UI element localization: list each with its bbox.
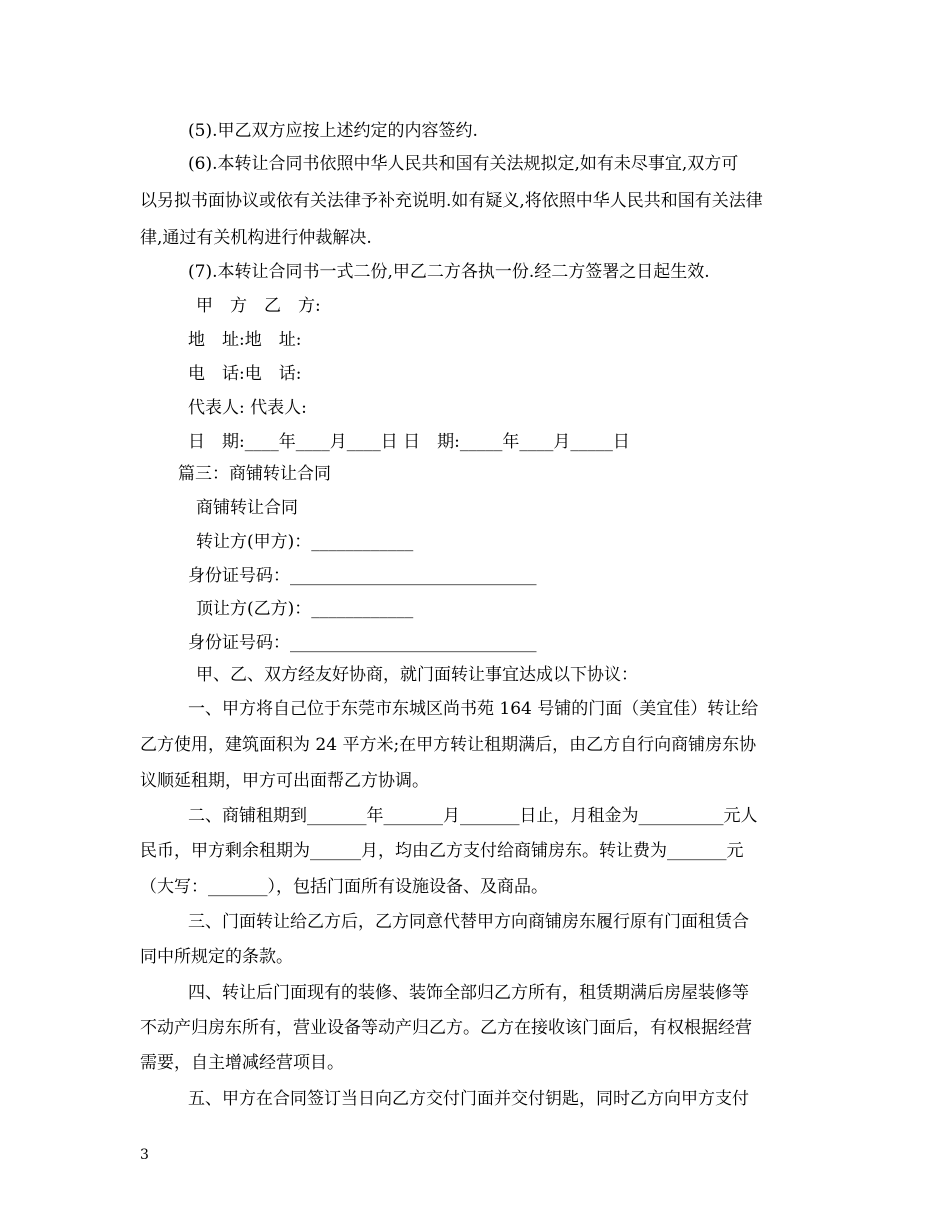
- section-title: 篇三：商铺转让合同: [178, 464, 331, 484]
- contract-title: 商铺转让合同: [196, 498, 298, 518]
- article-3-line-1: 三、门面转让给乙方后，乙方同意代替甲方向商铺房东履行原有门面租赁合: [188, 912, 749, 932]
- id-number-field-1: 身份证号码：_____________________________: [188, 566, 537, 586]
- article-5-line-1: 五、甲方在合同签订当日向乙方交付门面并交付钥匙，同时乙方向甲方支付: [188, 1089, 749, 1109]
- date-line: 日 期:____年____月____日 日 期:_____年____月_____日: [188, 432, 630, 452]
- article-1-line-1: 一、甲方将自己位于东莞市东城区尚书苑 164 号铺的门面（美宜佳）转让给: [188, 699, 759, 719]
- transferee-field: 顶让方(乙方)：____________: [196, 599, 414, 619]
- clause-6-line-1: (6).本转让合同书依照中华人民共和国有关法规拟定,如有未尽事宜,双方可: [188, 154, 739, 174]
- article-2-line-3: （大写：_______），包括门面所有设施设备、及商品。: [140, 877, 548, 897]
- party-header-line: 甲 方 乙 方:: [196, 296, 321, 316]
- article-2-line-2: 民币，甲方剩余租期为______月，均由乙方支付给商铺房东。转让费为_______元: [140, 841, 744, 861]
- clause-6-line-3: 律,通过有关机构进行仲裁解决.: [140, 228, 372, 248]
- phone-line: 电 话:电 话:: [188, 364, 302, 384]
- representative-line: 代表人: 代表人:: [188, 398, 307, 418]
- article-1-line-2: 乙方使用，建筑面积为 24 平方米;在甲方转让租期满后，由乙方自行向商铺房东协: [140, 735, 757, 755]
- clause-5-line: (5).甲乙双方应按上述约定的内容签约.: [188, 121, 478, 141]
- article-3-line-2: 同中所规定的条款。: [140, 947, 293, 967]
- article-4-line-3: 需要，自主增减经营项目。: [140, 1053, 344, 1073]
- id-number-field-2: 身份证号码：_____________________________: [188, 633, 537, 653]
- clause-6-line-2: 以另拟书面协议或依有关法律予补充说明.如有疑义,将依照中华人民共和国有关法律: [140, 191, 763, 211]
- article-1-line-3: 议顺延租期，甲方可出面帮乙方协调。: [140, 771, 429, 791]
- article-4-line-1: 四、转让后门面现有的装修、装饰全部归乙方所有，租赁期满后房屋装修等: [188, 983, 749, 1003]
- page-number: 3: [140, 1147, 149, 1163]
- article-4-line-2: 不动产归房东所有，营业设备等动产归乙方。乙方在接收该门面后，有权根据经营: [140, 1018, 752, 1038]
- agreement-intro: 甲、乙、双方经友好协商，就门面转让事宜达成以下协议：: [196, 665, 638, 685]
- clause-7-line: (7).本转让合同书一式二份,甲乙二方各执一份.经二方签署之日起生效.: [188, 262, 710, 282]
- article-2-line-1: 二、商铺租期到_______年_______月_______日止，月租金为__________元人: [188, 806, 758, 826]
- transferor-field: 转让方(甲方)：____________: [196, 532, 414, 552]
- address-line: 地 址:地 址:: [188, 330, 302, 350]
